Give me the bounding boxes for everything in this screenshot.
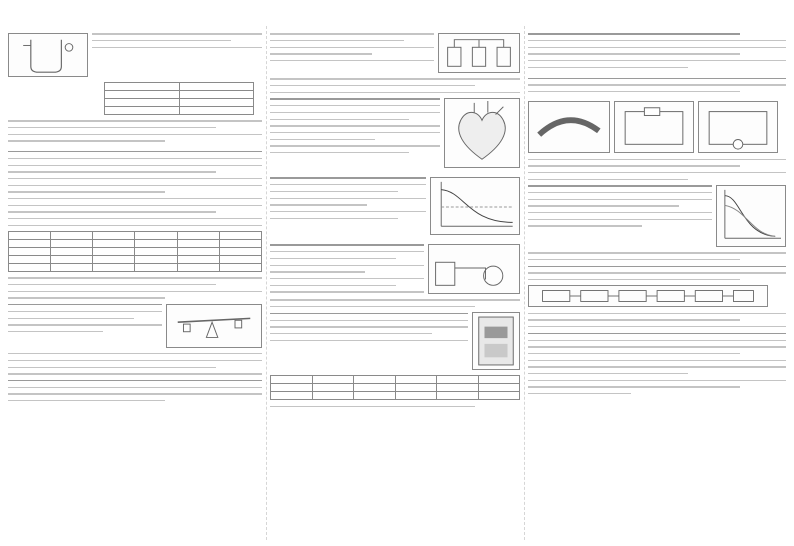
figure-flow-diagram: [528, 285, 768, 307]
column-right: [528, 28, 786, 540]
figure-tube-apparatus: [428, 244, 520, 294]
figure-u-tube: [8, 33, 88, 77]
figure-graph-right: [716, 185, 786, 247]
column-middle: [270, 28, 520, 540]
table-observation: [104, 82, 254, 115]
table-data-mid: [270, 375, 520, 400]
figure-circuit-a: [614, 101, 694, 153]
figure-salt-package: [472, 312, 520, 370]
column-left: [8, 28, 262, 540]
figure-circuit-b: [698, 101, 778, 153]
table-experiment: [8, 231, 262, 272]
column-divider-2: [524, 26, 525, 540]
figure-lever: [166, 304, 262, 348]
figure-ph-curve: [430, 177, 520, 235]
figure-clip: [528, 101, 610, 153]
figure-apparatus-co2: [438, 33, 520, 73]
column-divider-1: [266, 26, 267, 540]
figure-heart: [444, 98, 520, 168]
